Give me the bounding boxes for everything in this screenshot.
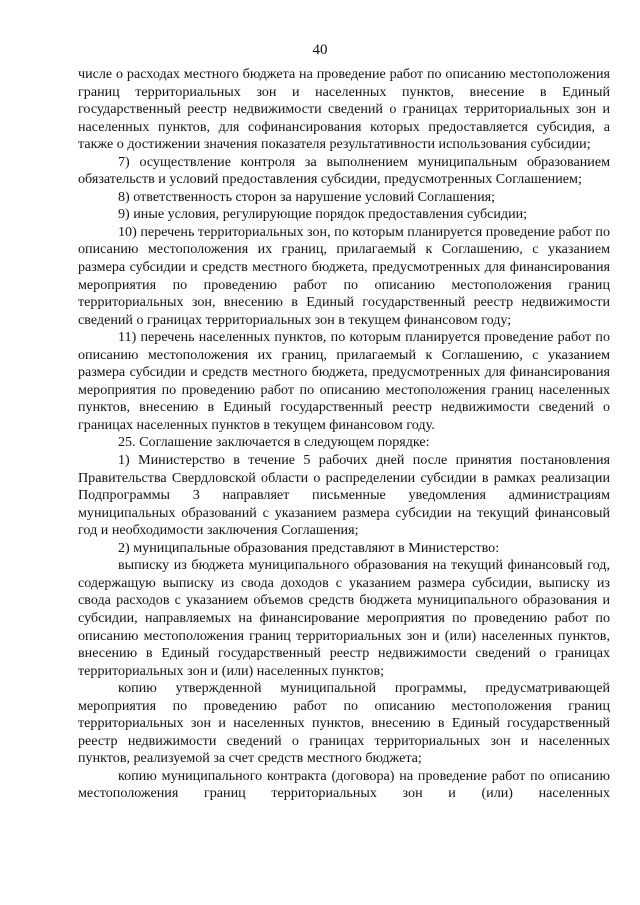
paragraph: числе о расходах местного бюджета на проведение работ по описанию местоположения границ территориальных зон и населенных пунктов, внесение в Единый государственный реестр недвижимости сведений о границах территориальных зон и населенных пунктов, для софинансирования которых предоставляется субсидия, а также о достижении значения показателя результативности использования субсидии;	[78, 66, 610, 153]
paragraph: 9) иные условия, регулирующие порядок предоставления субсидии;	[118, 206, 528, 223]
paragraph: 11) перечень населенных пунктов, по которым планируется проведение работ по описанию местоположения их границ, прилагаемый к Соглашению, с указанием размера субсидии и средств местного бюджета, предусмотренных для финансирования мероприятия по проведению работ по описанию местоположения границ населенных пунктов, внесению в Единый государственный реестр недвижимости сведений о границах населенных пунктов в текущем финансовом году.	[78, 329, 610, 433]
paragraph: выписку из бюджета муниципального образования на текущий финансовый год, содержащую выписку из свода доходов с указанием размера субсидии, выписку из свода расходов с указанием объемов средств бюджета муниципального образования и субсидии, направляемых на финансирование мероприятия по проведению работ по описанию местоположения границ территориальных зон и (или) населенных пунктов, внесению в Единый государственный реестр недвижимости сведений о границах территориальных зон и (или) населенных пунктов;	[78, 557, 610, 679]
paragraph: 10) перечень территориальных зон, по которым планируется проведение работ по описанию местоположения их границ, прилагаемый к Соглашению, с указанием размера субсидии и средств местного бюджета, предусмотренных для финансирования мероприятия по проведению работ по описанию местоположения границ территориальных зон, внесению в Единый государственный реестр недвижимости сведений о границах территориальных зон в текущем финансовом году;	[78, 223, 610, 328]
paragraph: копию муниципального контракта (договора) на проведение работ по описанию местоположения границ территориальных зон и (или) населенных	[78, 767, 610, 802]
paragraph: 25. Соглашение заключается в следующем порядке:	[118, 434, 430, 451]
document-body	[78, 66, 610, 803]
paragraph: 1) Министерство в течение 5 рабочих дней после принятия постановления Правительства Свердловской области о распределении субсидии в рамках реализации Подпрограммы 3 направляет письменные уведомления администрациям муниципальных образований с указанием размера субсидии на текущий финансовый год и необходимости заключения Соглашения;	[78, 452, 610, 539]
paragraph: копию утвержденной муниципальной программы, предусматривающей мероприятия по проведению работ по описанию местоположения границ территориальных зон и населенных пунктов, внесению в Единый государственный реестр недвижимости сведений о границах территориальных зон и населенных пунктов, реализуемой за счет средств местного бюджета;	[78, 680, 610, 767]
paragraph: 2) муниципальные образования представляют в Министерство:	[118, 539, 500, 556]
paragraph: 8) ответственность сторон за нарушение условий Соглашения;	[118, 188, 496, 205]
page-number: 40	[312, 42, 328, 58]
paragraph: 7) осуществление контроля за выполнением муниципальным образованием обязательств и условий предоставления субсидии, предусмотренных Соглашением;	[78, 153, 610, 188]
